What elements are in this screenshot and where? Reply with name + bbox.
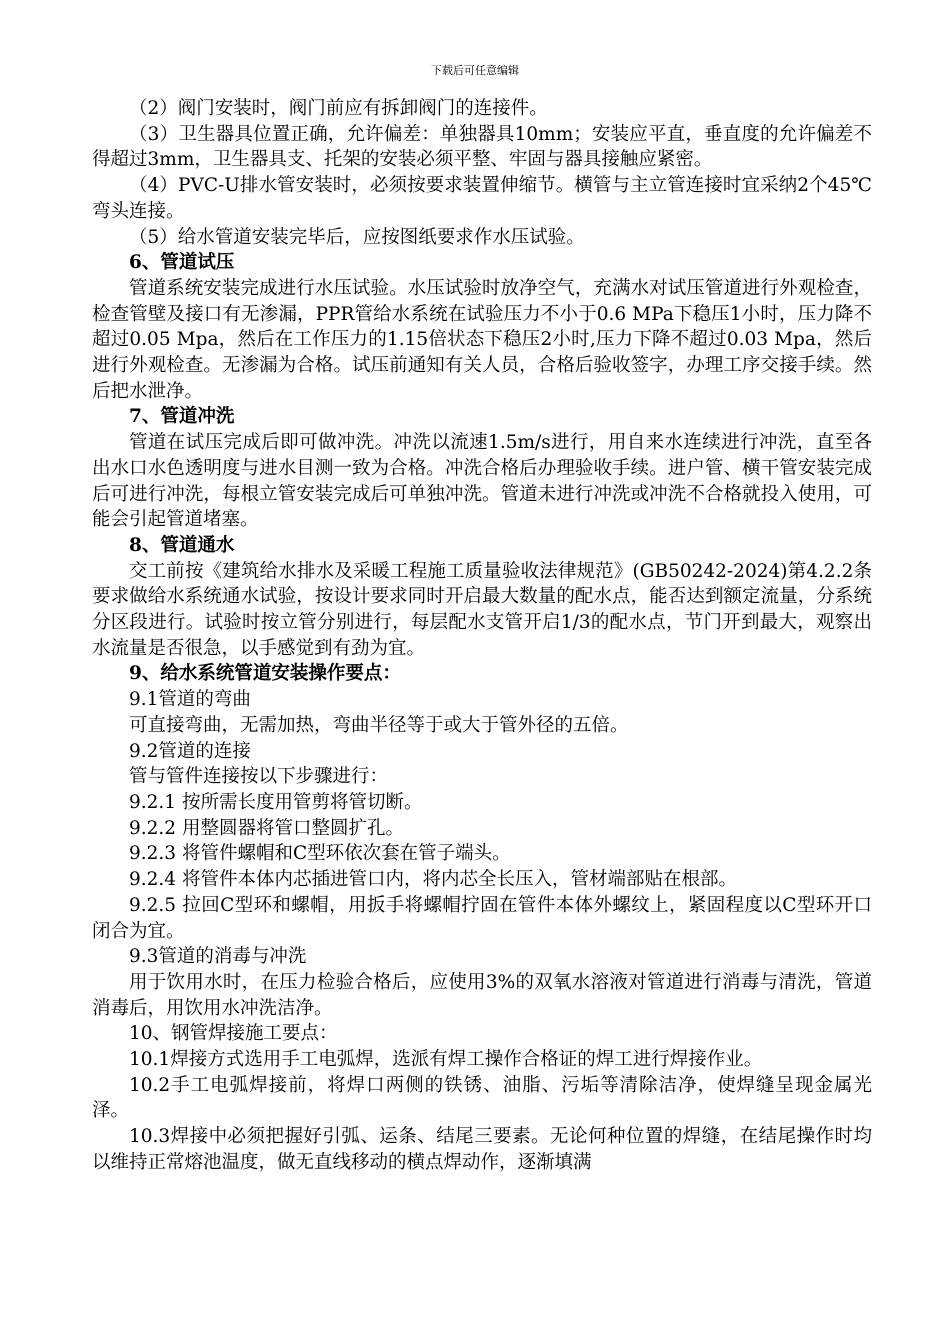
- paragraph: 管道在试压完成后即可做冲洗。冲洗以流速1.5m/s进行，用自来水连续进行冲洗，直至各出水口水色透明度与进水目测一致为合格。冲洗合格后办理验收手续。进户管、横干管安装完成后可进行冲洗，每根立管安装完成后可单独冲洗。管道未进行冲洗或冲洗不合格就投入使用，可能会引起管道堵塞。: [92, 432, 872, 531]
- paragraph: 9.1管道的弯曲: [129, 689, 251, 711]
- paragraph: 用于饮用水时，在压力检验合格后，应使用3%的双氧水溶液对管道进行消毒与清洗，管道消毒后，用饮用水冲洗洁净。: [92, 971, 872, 1019]
- section-heading: 8、管道通水: [129, 534, 235, 556]
- section-heading: 7、管道冲洗: [129, 406, 235, 428]
- paragraph: 10.2手工电弧焊接前，将焊口两侧的铁锈、油脂、污垢等清除洁净，使焊缝呈现金属光泽。: [92, 1074, 872, 1122]
- paragraph: 9.2.5 拉回C型环和螺帽，用扳手将螺帽拧固在管件本体外螺纹上，紧固程度以C型环开口闭合为宜。: [92, 894, 872, 942]
- paragraph: （5）给水管道安装完毕后，应按图纸要求作水压试验。: [129, 226, 585, 248]
- paragraph: （2）阀门安装时，阀门前应有拆卸阀门的连接件。: [129, 98, 548, 119]
- paragraph: 管道系统安装完成进行水压试验。水压试验时放净空气，充满水对试压管道进行外观检查，检查管壁及接口有无渗漏，PPR管给水系统在试验压力不小于0.6 MPa下稳压1小时，压力降不超过0.05 Mpa，然后在工作压力的1.15倍状态下稳压2小时,压力下降不超过0.03 Mpa，然后进行外观检查。无渗漏为合格。试压前通知有关人员，合格后验收签字，办理工序交接手续。然后把水泄净。: [92, 277, 872, 402]
- section-heading: 6、管道试压: [129, 252, 235, 274]
- paragraph: 9.3管道的消毒与冲洗: [129, 946, 307, 968]
- paragraph: 交工前按《建筑给水排水及采暖工程施工质量验收法律规范》(GB50242-2024)第4.2.2条要求做给水系统通水试验，按设计要求同时开启最大数量的配水点，能否达到额定流量，分系统分区段进行。试验时按立管分别进行，每层配水支管开启1/3的配水点，节门开到最大，观察出水流量是否很急，以手感觉到有劲为宜。: [92, 560, 872, 659]
- paragraph: 9.2管道的连接: [129, 740, 251, 762]
- paragraph: 9.2.4 将管件本体内芯插进管口内，将内芯全长压入，管材端部贴在根部。: [129, 869, 737, 891]
- paragraph: 10.1焊接方式选用手工电弧焊，选派有焊工操作合格证的焊工进行焊接作业。: [129, 1049, 763, 1071]
- paragraph: （4）PVC-U排水管安装时，必须按要求装置伸缩节。横管与主立管连接时宜采纳2个45℃弯头连接。: [92, 175, 872, 222]
- paragraph: 管与管件连接按以下步骤进行：: [129, 766, 389, 788]
- paragraph: （3）卫生器具位置正确，允许偏差：单独器具10mm；安装应平直，垂直度的允许偏差不得超过3mm，卫生器具支、托架的安装必须平整、牢固与器具接触应紧密。: [92, 123, 872, 171]
- paragraph: 9.2.1 按所需长度用管剪将管切断。: [129, 791, 423, 813]
- paragraph: 可直接弯曲，无需加热，弯曲半径等于或大于管外径的五倍。: [129, 714, 629, 736]
- paragraph: 10、钢管焊接施工要点：: [129, 1023, 338, 1045]
- page-header: 下载后可任意编辑: [431, 64, 519, 77]
- document-body: [92, 96, 872, 1176]
- section-heading: 9、给水系统管道安装操作要点：: [129, 663, 401, 685]
- paragraph: 10.3焊接中必须把握好引弧、运条、结尾三要素。无论何种位置的焊缝，在结尾操作时均以维持正常熔池温度，做无直线移动的横点焊动作，逐渐填满: [92, 1126, 872, 1173]
- paragraph: 9.2.2 用整圆器将管口整圆扩孔。: [129, 817, 404, 839]
- paragraph: 9.2.3 将管件螺帽和C型环依次套在管子端头。: [129, 843, 511, 865]
